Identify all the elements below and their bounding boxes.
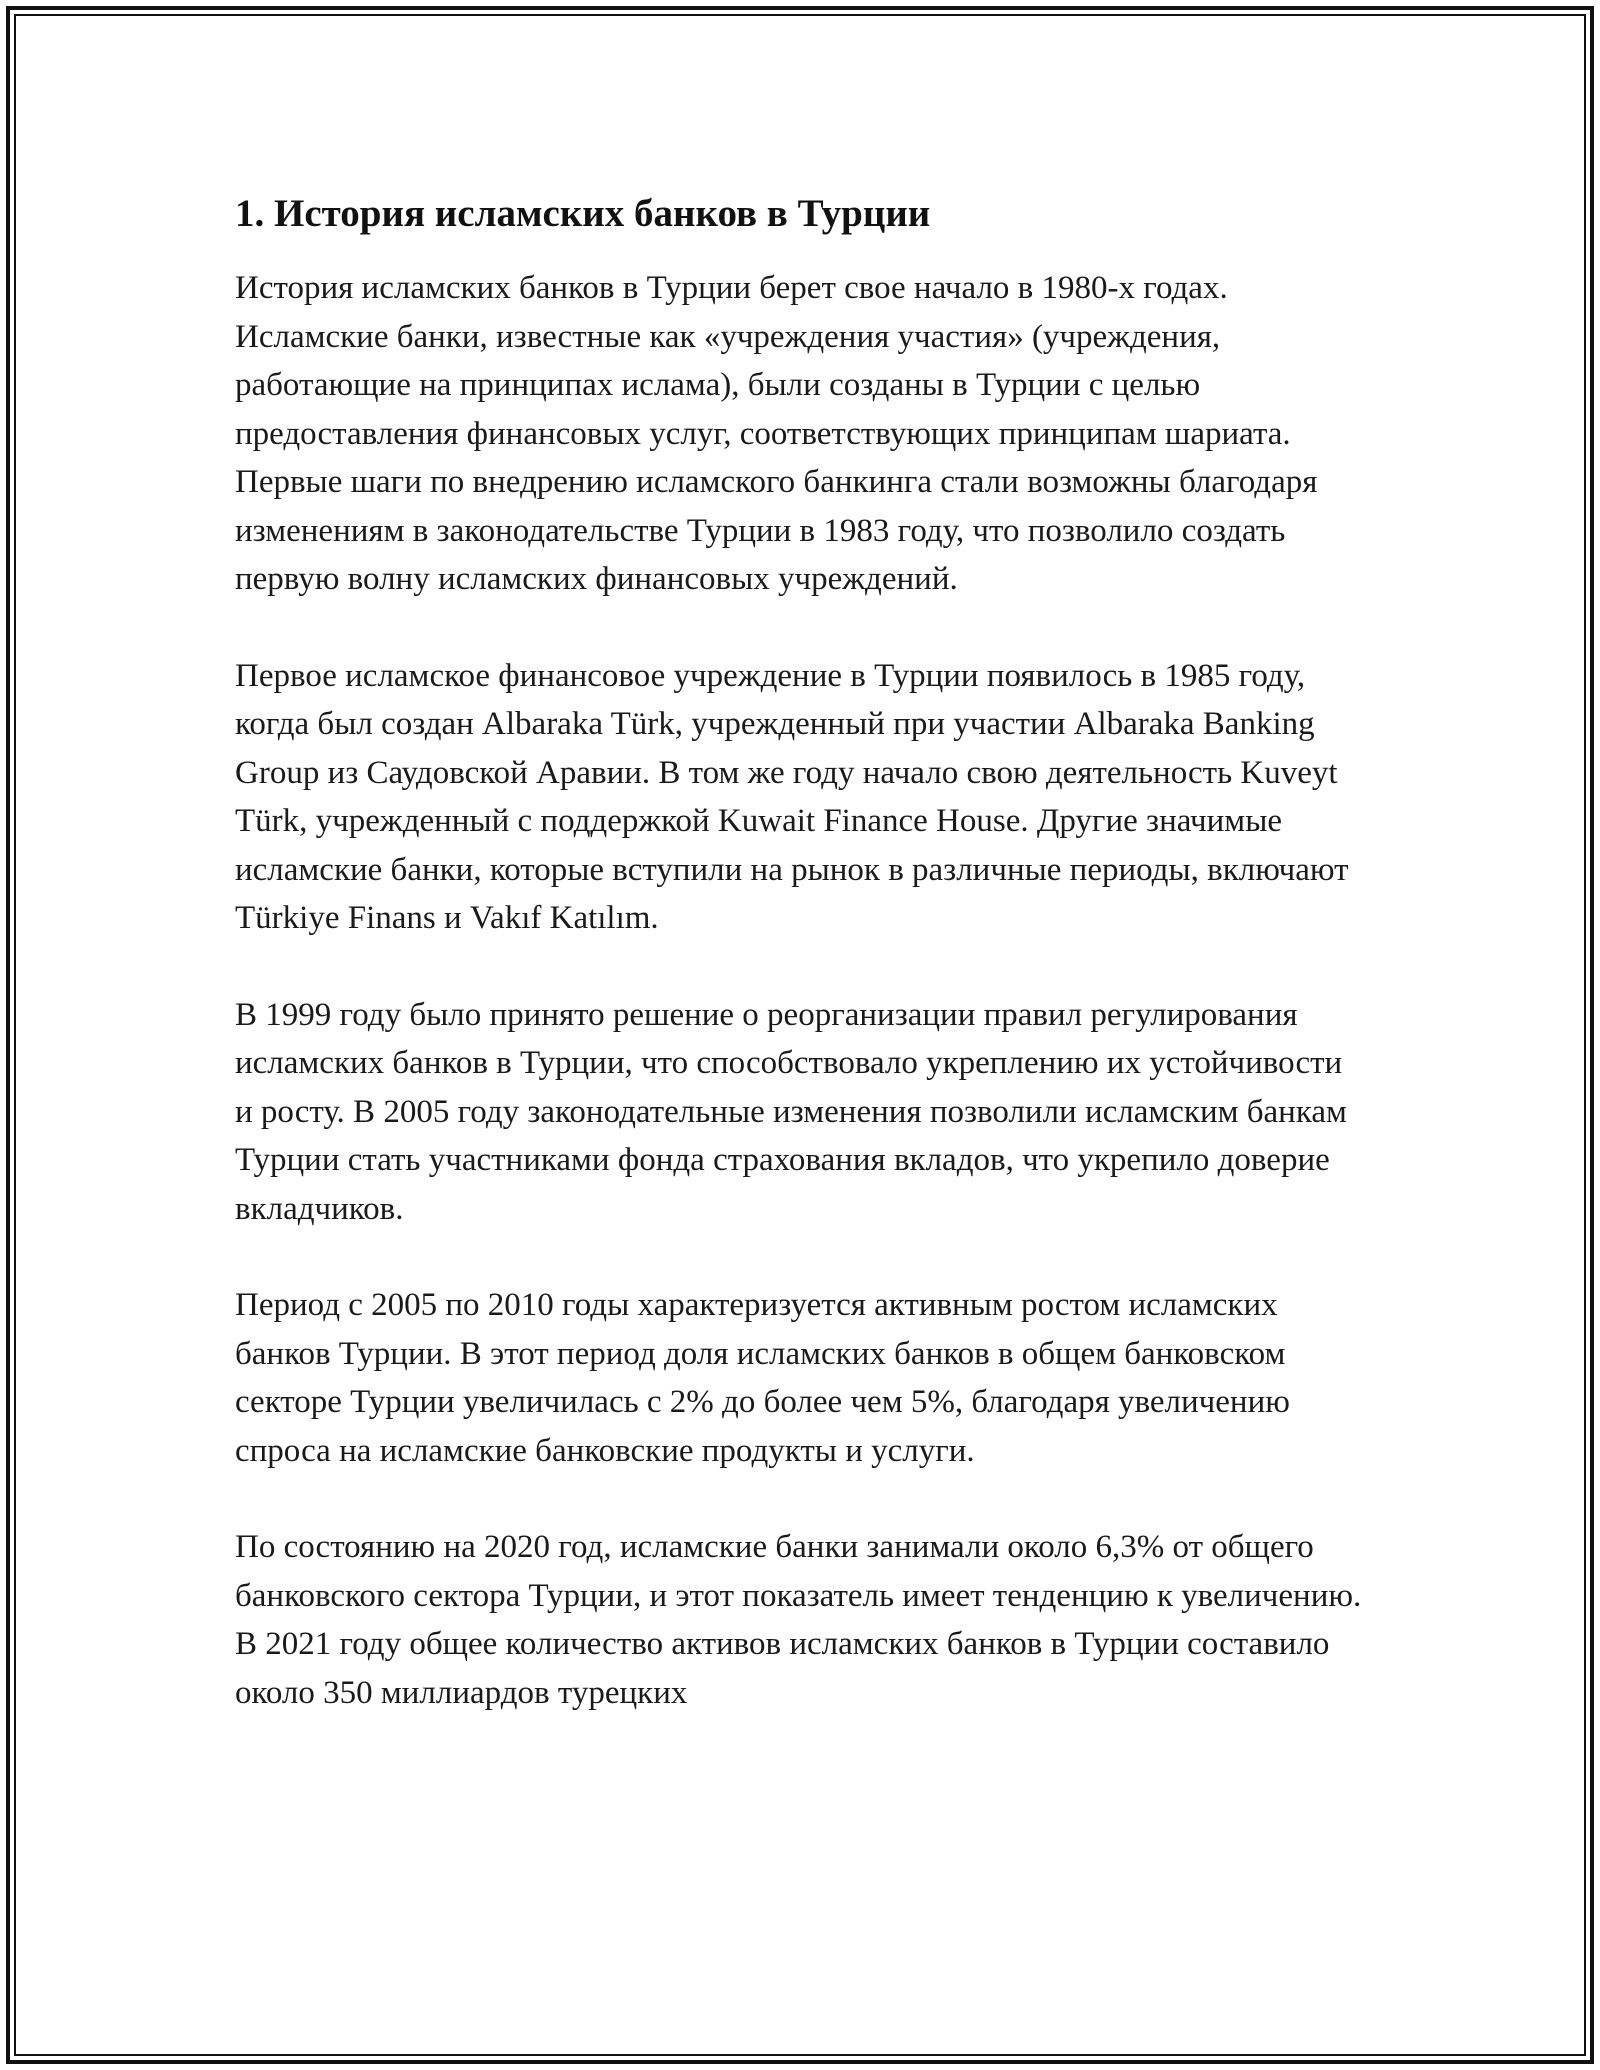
- document-body: [235, 186, 1365, 1765]
- paragraph-first-institutions: Первое исламское финансовое учреждение в Турции появилось в 1985 году, когда был создан Albaraka Türk, учрежденный при участии Albaraka Banking Group из Саудовской Аравии. В том же году начало свою деятельность Kuveyt Türk, учрежденный с поддержкой Kuwait Finance House. Другие значимые исламские банки, которые вступили на рынок в различные периоды, включают Türkiye Finans и Vakıf Katılım.: [235, 657, 1349, 936]
- paragraph-growth-period: Период с 2005 по 2010 годы характеризуется активным ростом исламских банков Турции. В этот период доля исламских банков в общем банковском секторе Турции увеличилась с 2% до более чем 5%, благодаря увеличению спроса на исламские банковские продукты и услуги.: [235, 1287, 1290, 1469]
- paragraph-regulation: В 1999 году было принято решение о реорганизации правил регулирования исламских банков в Турции, что способствовало укреплению их устойчивости и росту. В 2005 году законодательные изменения позволили исламским банкам Турции стать участниками фонда страхования вкладов, что укрепило доверие вкладчиков.: [235, 996, 1347, 1227]
- paragraph-current-state: По состоянию на 2020 год, исламские банки занимали около 6,3% от общего банковского сектора Турции, и этот показатель имеет тенденцию к увеличению. В 2021 году общее количество активов исламских банков в Турции составило около 350 миллиардов турецких: [235, 1529, 1362, 1711]
- section-heading: 1. История исламских банков в Турции: [235, 192, 931, 235]
- paragraph-origins: История исламских банков в Турции берет свое начало в 1980-х годах. Исламские банки, известные как «учреждения участия» (учреждения, работающие на принципах ислама), были созданы в Турции с целью предоставления финансовых услуг, соответствующих принципам шариата. Первые шаги по внедрению исламского банкинга стали возможны благодаря изменениям в законодательстве Турции в 1983 году, что позволило создать первую волну исламских финансовых учреждений.: [235, 270, 1318, 597]
